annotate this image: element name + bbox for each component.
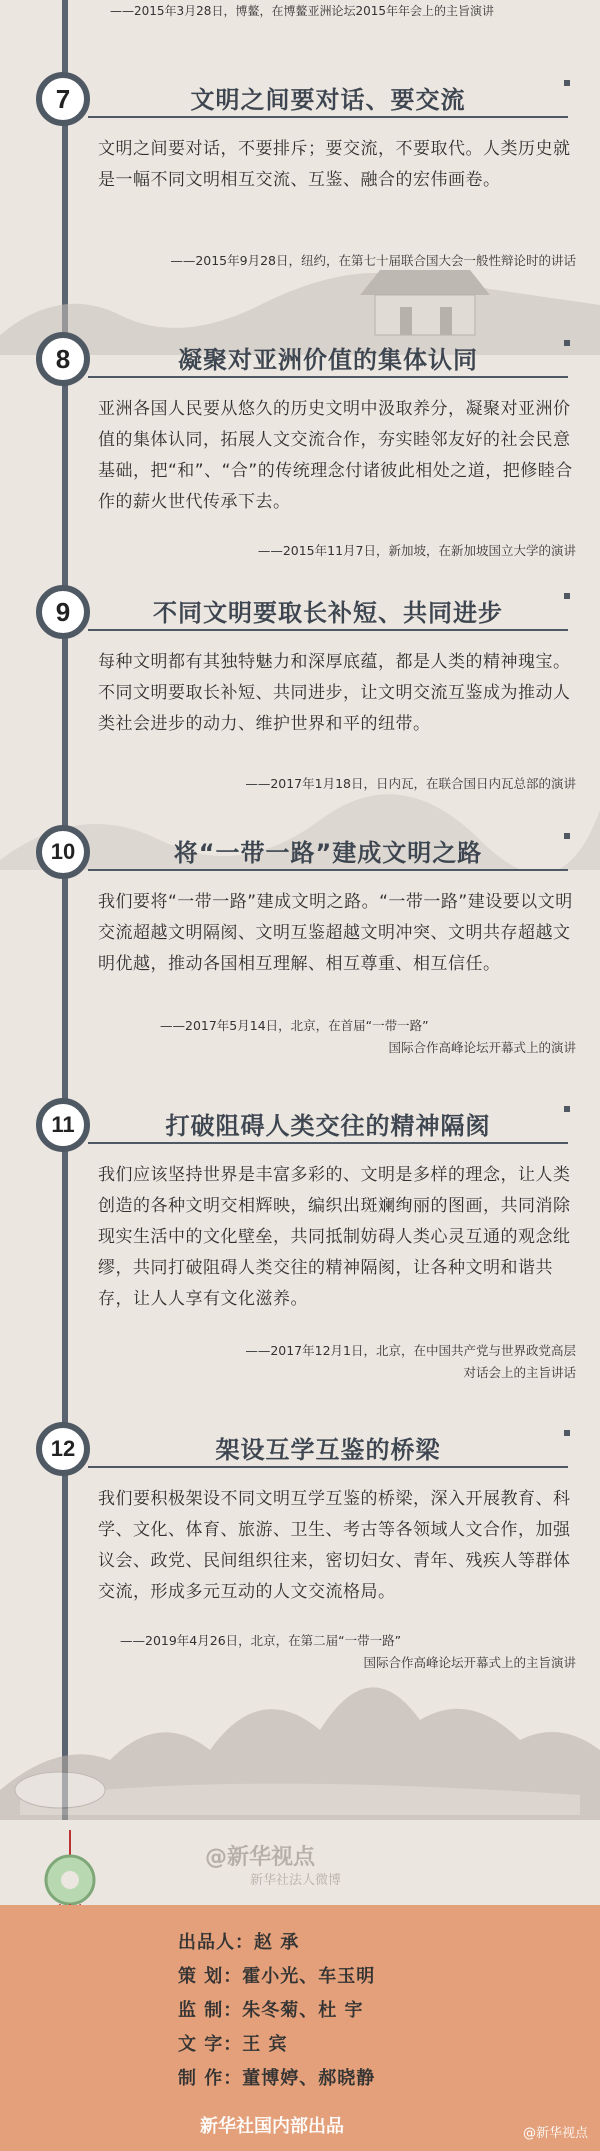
- section-title: 文明之间要对话、要交流: [190, 86, 466, 114]
- section-number-badge: 7: [36, 72, 90, 126]
- section-number-badge: 8: [36, 332, 90, 386]
- source-line: ——2015年11月7日，新加坡，在新加坡国立大学的演讲: [257, 543, 576, 558]
- credit-writer: 文 字：王 宾: [178, 2034, 288, 2055]
- source-line: 国际合作高峰论坛开幕式上的主旨演讲: [363, 1655, 576, 1670]
- watermark-subtitle: 新华社法人微博: [250, 1873, 342, 1888]
- section-number-badge: 12: [36, 1422, 90, 1476]
- weibo-watermark: @新华视点: [522, 2126, 588, 2141]
- credit-supervisor: 监 制：朱冬菊、杜 宇: [178, 2000, 364, 2021]
- section-title: 将“一带一路”建成文明之路: [173, 839, 483, 867]
- section-body: 文明之间要对话，不要排斥；要交流，不要取代。人类历史就是一幅不同文明相互交流、互鉴、融合的宏伟画卷。: [98, 139, 571, 190]
- section-title: 架设互学互鉴的桥梁: [215, 1436, 441, 1464]
- section-source: [100, 250, 576, 272]
- source-line: ——2017年1月18日，日内瓦，在联合国日内瓦总部的演讲: [245, 776, 576, 791]
- source-line: ——2017年12月1日，北京，在中国共产党与世界政党高层: [245, 1343, 576, 1358]
- section-title: 打破阻碍人类交往的精神隔阂: [165, 1112, 491, 1140]
- section-source: [100, 1630, 576, 1674]
- ink-mountain-decoration: [0, 1590, 600, 1820]
- section-source: [100, 773, 576, 795]
- section-title-box: [88, 336, 568, 378]
- section-number-badge: 10: [36, 825, 90, 879]
- section-title-box: [88, 1102, 568, 1144]
- section-title: 凝聚对亚洲价值的集体认同: [178, 346, 478, 374]
- credit-producer: 出品人：赵 承: [178, 1932, 300, 1953]
- section-number-badge: 9: [36, 585, 90, 639]
- section-source: [100, 540, 576, 562]
- credit-maker: 制 作：董博婷、郝晓静: [178, 2068, 376, 2089]
- section-title-box: [88, 1426, 568, 1468]
- top-source-text: ——2015年3月28日，博鳌，在博鳌亚洲论坛2015年年会上的主旨演讲: [110, 4, 494, 18]
- section-title-box: [88, 589, 568, 631]
- source-line: 国际合作高峰论坛开幕式上的演讲: [388, 1040, 576, 1055]
- source-line: ——2015年9月28日，纽约，在第七十届联合国大会一般性辩论时的讲话: [170, 253, 576, 268]
- source-line: 对话会上的主旨讲话: [463, 1365, 576, 1380]
- ink-mountain-decoration: [0, 215, 600, 355]
- source-line: ——2017年5月14日，北京，在首届“一带一路”: [160, 1018, 429, 1033]
- section-body: 每种文明都有其独特魅力和深厚底蕴，都是人类的精神瑰宝。不同文明要取长补短、共同进步，让文明交流互鉴成为推动人类社会进步的动力、维护世界和平的纽带。: [98, 652, 571, 734]
- section-title-box: [88, 829, 568, 871]
- section-title: 不同文明要取长补短、共同进步: [153, 599, 503, 627]
- section-body: 我们要积极架设不同文明互学互鉴的桥梁，深入开展教育、科学、文化、体育、旅游、卫生、考古等各领域人文合作，加强议会、政党、民间组织往来，密切妇女、青年、残疾人等群体交流，形成多元互动的人文交流格局。: [98, 1489, 571, 1602]
- watermark-logo: @新华视点: [205, 1845, 316, 1870]
- footer-producer: 新华社国内部出品: [200, 2116, 344, 2137]
- section-body: 我们应该坚持世界是丰富多彩的、文明是多样的理念，让人类创造的各种文明交相辉映，编织出斑斓绚丽的图画，共同消除现实生活中的文化壁垒，共同抵制妨碍人类心灵互通的观念纰缪，共同打破阻碍人类交往的精神隔阂，让各种文明和谐共存，让人人享有文化滋养。: [98, 1165, 571, 1309]
- section-source: [100, 1340, 576, 1384]
- section-source: [100, 1015, 576, 1059]
- source-line: ——2019年4月26日，北京，在第二届“一带一路”: [120, 1633, 402, 1648]
- section-body: 亚洲各国人民要从悠久的历史文明中汲取养分，凝聚对亚洲价值的集体认同，拓展人文交流合作，夯实睦邻友好的社会民意基础，把“和”、“合”的传统理念付诸彼此相处之道，把修睦合作的薪火世代传承下去。: [98, 399, 573, 512]
- section-number-badge: 11: [36, 1098, 90, 1152]
- section-title-box: [88, 76, 568, 118]
- section-body: 我们要将“一带一路”建成文明之路。“一带一路”建设要以文明交流超越文明隔阂、文明互鉴超越文明冲突、文明共存超越文明优越，推动各国相互理解、相互尊重、相互信任。: [98, 892, 573, 974]
- credit-planner: 策 划：霍小光、车玉明: [178, 1966, 376, 1987]
